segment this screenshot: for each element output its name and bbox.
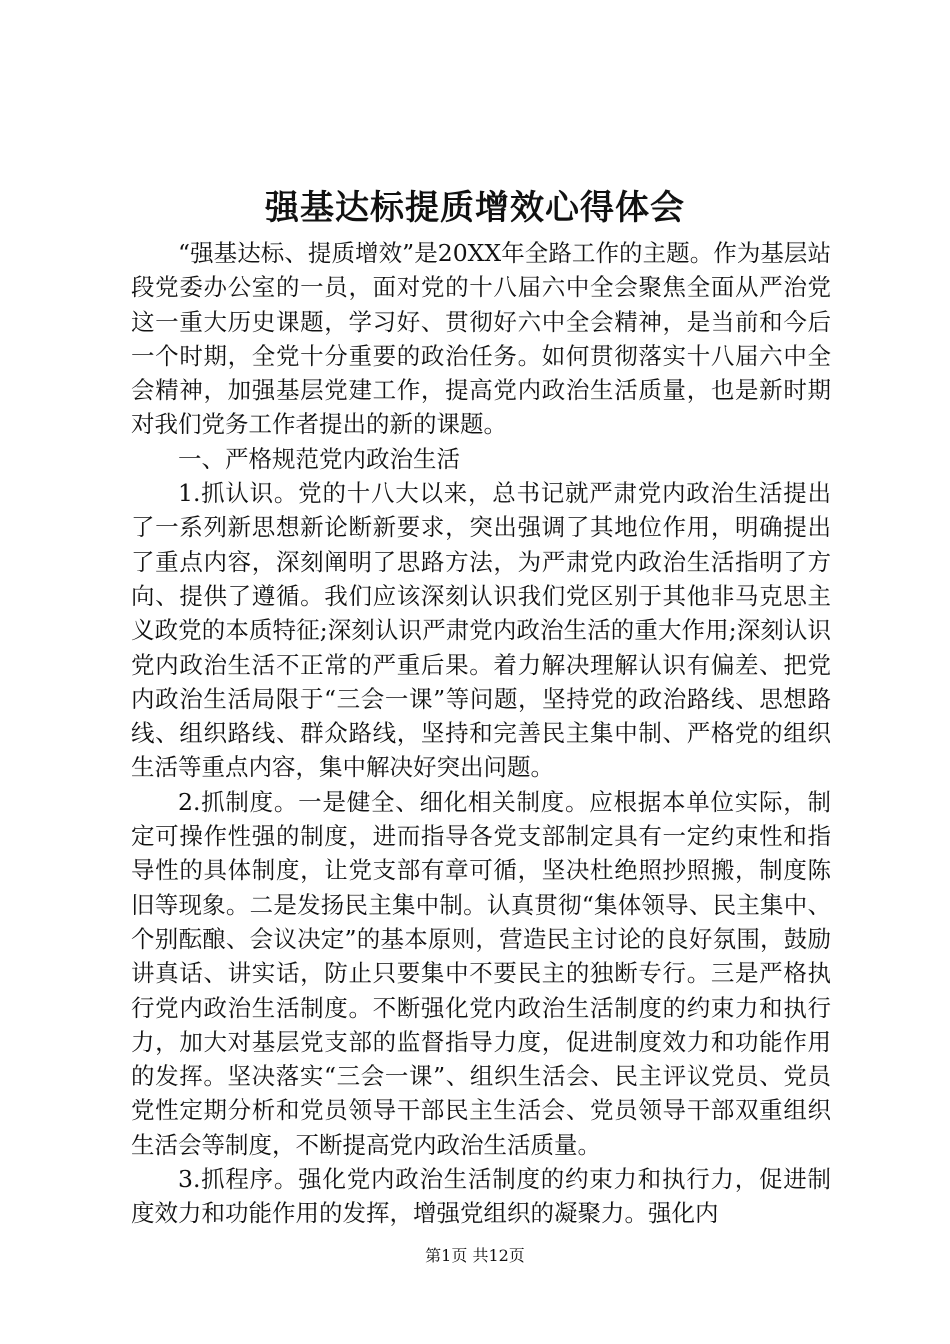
paragraph-point-2: 2.抓制度。一是健全、细化相关制度。应根据本单位实际，制定可操作性强的制度，进而指导各党支部制定具有一定约束性和指导性的具体制度，让党支部有章可循，坚决杜绝照抄照搬，制度陈旧等现象。二是发扬民主集中制。认真贯彻“集体领导、民主集中、个别酝酿、会议决定”的基本原则，营造民主讨论的良好氛围，鼓励讲真话、讲实话，防止只要集中不要民主的独断专行。三是严格执行党内政治生活制度。不断强化党内政治生活制度的约束力和执行力，加大对基层党支部的监督指导力度，促进制度效力和功能作用的发挥。坚决落实“三会一课”、组织生活会、民主评议党员、党员党性定期分析和党员领导干部民主生活会、党员领导干部双重组织生活会等制度，不断提高党内政治生活质量。 — [131, 787, 831, 1159]
document-body — [131, 236, 831, 1231]
paragraph-point-1: 1.抓认识。党的十八大以来，总书记就严肃党内政治生活提出了一系列新思想新论断新要求，突出强调了其地位作用，明确提出了重点内容，深刻阐明了思路方法，为严肃党内政治生活指明了方向、提供了遵循。我们应该深刻认识我们党区别于其他非马克思主义政党的本质特征;深刻认识严肃党内政治生活的重大作用;深刻认识党内政治生活不正常的严重后果。着力解决理解认识有偏差、把党内政治生活局限于“三会一课”等问题，坚持党的政治路线、思想路线、组织路线、群众路线，坚持和完善民主集中制、严格党的组织生活等重点内容，集中解决好突出问题。 — [131, 479, 831, 782]
document-title: 强基达标提质增效心得体会 — [265, 188, 685, 228]
paragraph-point-3: 3.抓程序。强化党内政治生活制度的约束力和执行力，促进制度效力和功能作用的发挥，增强党组织的凝聚力。强化内 — [131, 1165, 831, 1228]
section-heading: 一、严格规范党内政治生活 — [178, 444, 460, 473]
page-number-footer: 第1页 共12页 — [425, 1246, 525, 1265]
paragraph-intro: “强基达标、提质增效”是20XX年全路工作的主题。作为基层站段党委办公室的一员，面对党的十八届六中全会聚焦全面从严治党这一重大历史课题，学习好、贯彻好六中全会精神，是当前和今后一个时期，全党十分重要的政治任务。如何贯彻落实十八届六中全会精神，加强基层党建工作，提高党内政治生活质量，也是新时期对我们党务工作者提出的新的课题。 — [131, 239, 831, 439]
